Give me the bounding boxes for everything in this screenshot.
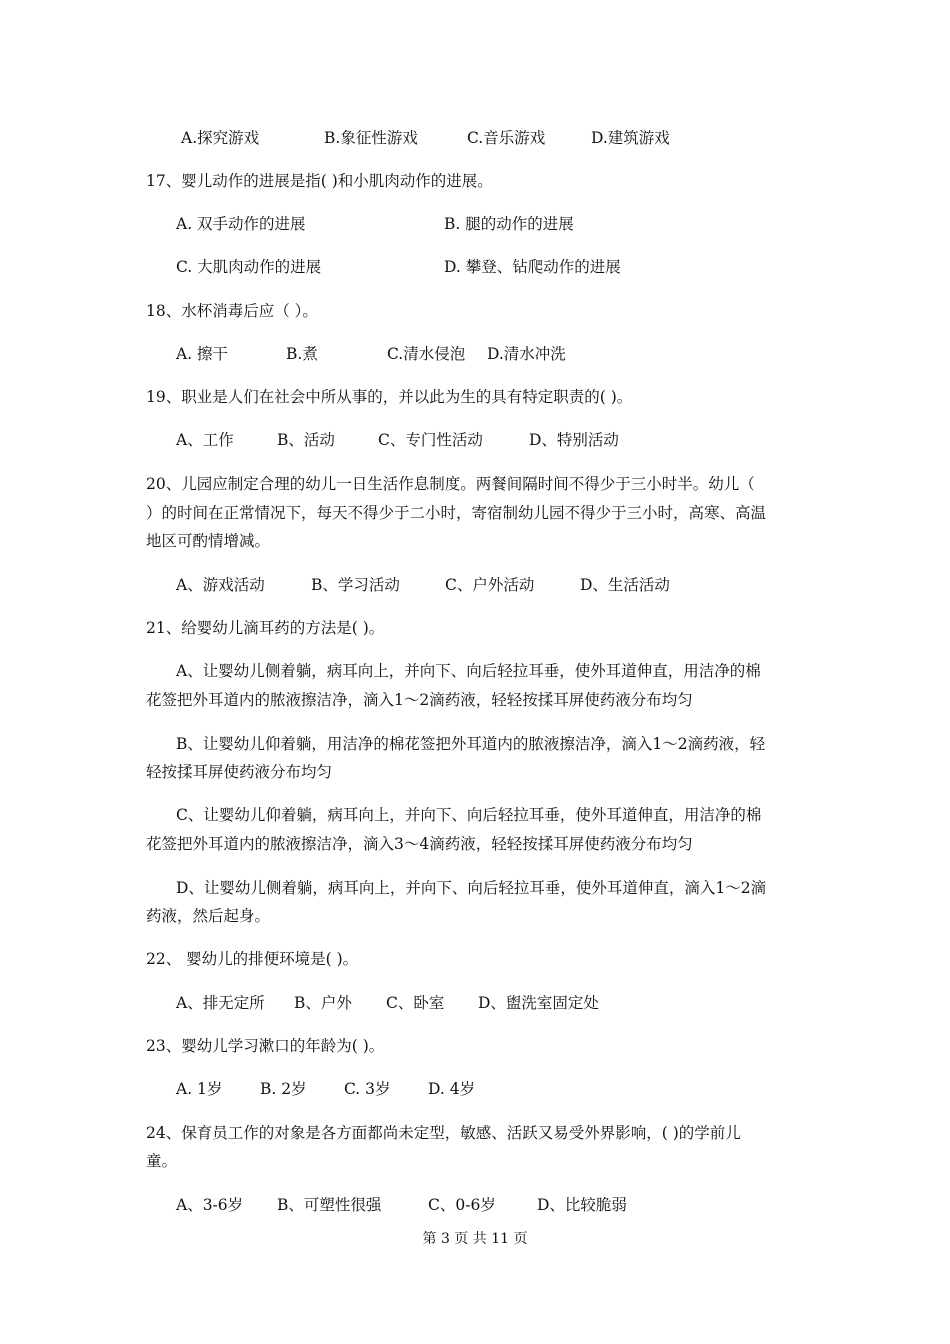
q17-stem: 17、婴儿动作的进展是指( )和小肌肉动作的进展。 [146,172,493,190]
q18-stem: 18、水杯消毒后应（ ）。 [146,302,318,320]
q20-option-d: D、生活活动 [580,576,670,594]
q17-option-a: A. 双手动作的进展 [176,215,306,233]
q19-option-c: C、专门性活动 [378,431,483,449]
q20-stem-line-1: 20、儿园应制定合理的幼儿一日生活作息制度。两餐间隔时间不得少于三小时半。幼儿（ [146,475,755,493]
q21-option-b-line-1: B、让婴幼儿仰着躺，用洁净的棉花签把外耳道内的脓液擦洁净，滴入1～2滴药液，轻 [176,735,766,753]
q22-option-a: A、排无定所 [176,994,265,1012]
q20-stem-line-2: ）的时间在正常情况下，每天不得少于二小时，寄宿制幼儿园不得少于三小时，高寒、高温 [146,504,767,522]
page-footer: 第 3 页 共 11 页 [422,1231,528,1247]
q24-stem-line-1: 24、保育员工作的对象是各方面都尚未定型，敏感、活跃又易受外界影响，( )的学前儿 [146,1124,741,1142]
q18-option-a: A. 擦干 [176,345,229,363]
q19-stem: 19、职业是人们在社会中所从事的，并以此为生的具有特定职责的( )。 [146,388,633,406]
q17-option-d: D. 攀登、钻爬动作的进展 [444,258,621,276]
q18-option-d: D.清水冲洗 [487,345,566,363]
q17-option-b: B. 腿的动作的进展 [444,215,574,233]
q17-option-c: C. 大肌肉动作的进展 [176,258,322,276]
q23-stem: 23、婴幼儿学习漱口的年龄为( )。 [146,1037,385,1055]
q19-option-a: A、工作 [176,431,234,449]
q21-stem: 21、给婴幼儿滴耳药的方法是( )。 [146,619,385,637]
q23-option-b: B. 2岁 [260,1080,307,1098]
q24-option-c: C、0-6岁 [428,1196,496,1214]
q21-option-c-line-1: C、让婴幼儿仰着躺，病耳向上，并向下、向后轻拉耳垂，使外耳道伸直，用洁净的棉 [176,806,762,824]
q22-stem: 22、 婴幼儿的排便环境是( )。 [146,950,359,968]
q24-option-b: B、可塑性很强 [277,1196,382,1214]
q20-option-b: B、学习活动 [311,576,400,594]
q24-option-d: D、比较脆弱 [537,1196,627,1214]
q21-option-a-line-2: 花签把外耳道内的脓液擦洁净，滴入1～2滴药液，轻轻按揉耳屏使药液分布均匀 [146,691,693,709]
q20-stem-line-3: 地区可酌情增减。 [146,532,271,550]
q18-option-c: C.清水侵泡 [387,345,466,363]
q21-option-d-line-1: D、让婴幼儿侧着躺，病耳向上，并向下、向后轻拉耳垂，使外耳道伸直，滴入1～2滴 [176,879,767,897]
q21-option-a-line-1: A、让婴幼儿侧着躺，病耳向上，并向下、向后轻拉耳垂，使外耳道伸直，用洁净的棉 [176,662,761,680]
q23-option-c: C. 3岁 [344,1080,391,1098]
q22-option-c: C、卧室 [386,994,445,1012]
q16-option-a: A.探究游戏 [181,129,260,147]
q22-option-d: D、盥洗室固定处 [478,994,599,1012]
q16-option-b: B.象征性游戏 [324,129,418,147]
q16-option-c: C.音乐游戏 [467,129,546,147]
q23-option-d: D. 4岁 [428,1080,476,1098]
q21-option-b-line-2: 轻按揉耳屏使药液分布均匀 [146,763,333,781]
q19-option-d: D、特别活动 [529,431,619,449]
q24-option-a: A、3-6岁 [176,1196,244,1214]
q21-option-c-line-2: 花签把外耳道内的脓液擦洁净，滴入3～4滴药液，轻轻按揉耳屏使药液分布均匀 [146,835,693,853]
q21-option-d-line-2: 药液，然后起身。 [146,907,271,925]
q18-option-b: B.煮 [286,345,318,363]
q20-option-a: A、游戏活动 [176,576,265,594]
q16-option-d: D.建筑游戏 [591,129,670,147]
q24-stem-line-2: 童。 [146,1152,178,1170]
q19-option-b: B、活动 [277,431,335,449]
q23-option-a: A. 1岁 [176,1080,223,1098]
q22-option-b: B、户外 [294,994,352,1012]
q20-option-c: C、户外活动 [445,576,535,594]
